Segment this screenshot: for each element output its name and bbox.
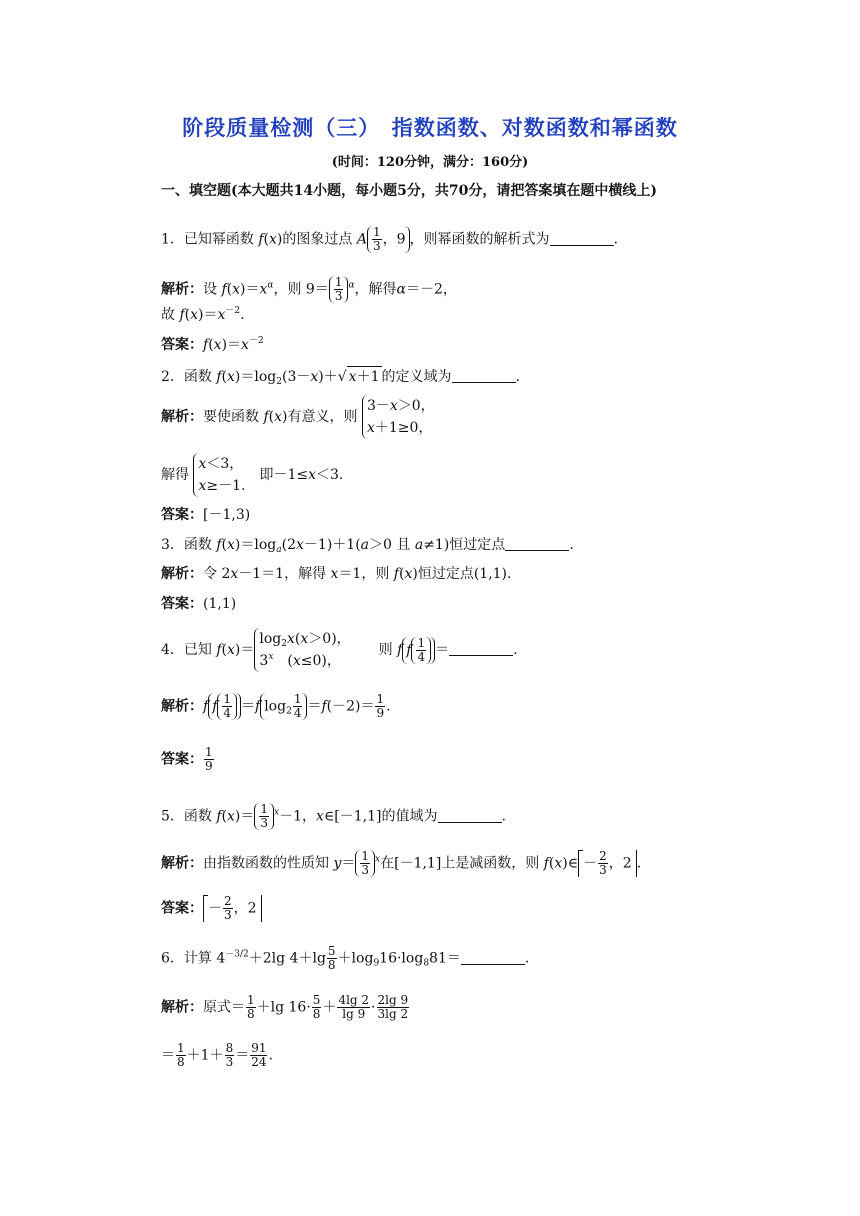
question-4: 4．已知 $f(x)=\log_2x(x>0)$， 3$^x$ (x≤0)， 则 f f $\frac{1}{4}$ ＝ . (161, 628, 518, 672)
question-6-analysis-2: ＝ $\frac{1}{8}$ ＋1＋ $\frac{8}{3}$ ＝ $\frac{91}{24}$ . (161, 1041, 273, 1069)
section-heading: 一、填空题(本大题共14小题，每小题5分，共70分，请把答案填在题中横线上) (161, 183, 657, 199)
page-subtitle: (时间：120分钟，满分：160分) (331, 155, 529, 170)
question-3: 3．函数 $f(x)=\log_a(2x-1)+1(a>0$ 且 a≠1)恒过定点 . (161, 537, 574, 555)
question-1-analysis-2: 故 $f(x)=x^{-2}$. (161, 306, 245, 323)
question-3-analysis: 解析：令 2x－1＝1，解得 x＝1，则 f(x)恒过定点(1,1). (161, 566, 512, 582)
question-5-analysis: 解析：由指数函数的性质知 y＝ $\frac{1}{3}$ $^x$在[－1,1]上是减函数，则 f(x)∈ － $\frac{2}{3}$ ，2 . (161, 849, 642, 877)
question-1-answer: 答案：$f(x)=x^{-2}$ (161, 336, 264, 353)
question-4-analysis: 解析：f f $\frac{1}{4}$ ＝f $\log_2$ $\frac{1}{4}$ ＝f(－2)＝ $\frac{1}{9}$ . (161, 692, 391, 720)
question-6: 6．计算 $4^{-3/2}+2\lg$ 4＋lg $\frac{5}{8}$ $+\log_916\cdot\log_881=$ . (161, 944, 530, 972)
question-5: 5．函数 f(x)＝ $\frac{1}{3}$ $^x$－1，x∈[－1,1]的值域为 . (161, 802, 506, 830)
question-1: 1．已知幂函数 f(x)的图象过点 A $\frac{1}{3}$ ，9 ，则幂函数的解析式为 . (161, 225, 618, 253)
question-4-answer: 答案： $\frac{1}{9}$ (161, 745, 213, 773)
question-3-answer: 答案：(1,1) (161, 596, 237, 612)
page-title: 阶段质量检测（三） 指数函数、对数函数和幂函数 (182, 116, 678, 140)
question-2-analysis-2: 解得 x＜3， x≥－1. 即－1≤x＜3. (161, 453, 343, 497)
question-6-analysis: 解析：原式＝ $\frac{1}{8}$ ＋lg 16· $\frac{5}{8}$ ＋ $\frac{4\lg 2}{\lg 9}$ · $\frac{2\lg 9}{3\lg 2}$ (161, 993, 409, 1021)
question-5-answer: 答案： － $\frac{2}{3}$ ，2 (161, 895, 262, 922)
question-2: 2．函数 $f(x)=\log_2(3-x)+√$ x＋1 的定义域为 . (161, 366, 520, 387)
question-1-analysis: 解析：设 $f(x)=x^\alpha$，则 9＝ $\frac{1}{3}$ $^\alpha$，解得α＝－2， (161, 275, 457, 303)
question-2-answer: 答案：[－1,3) (161, 507, 251, 523)
question-2-analysis: 解析：要使函数 f(x)有意义，则 3－x＞0， x＋1≥0， (161, 395, 435, 439)
